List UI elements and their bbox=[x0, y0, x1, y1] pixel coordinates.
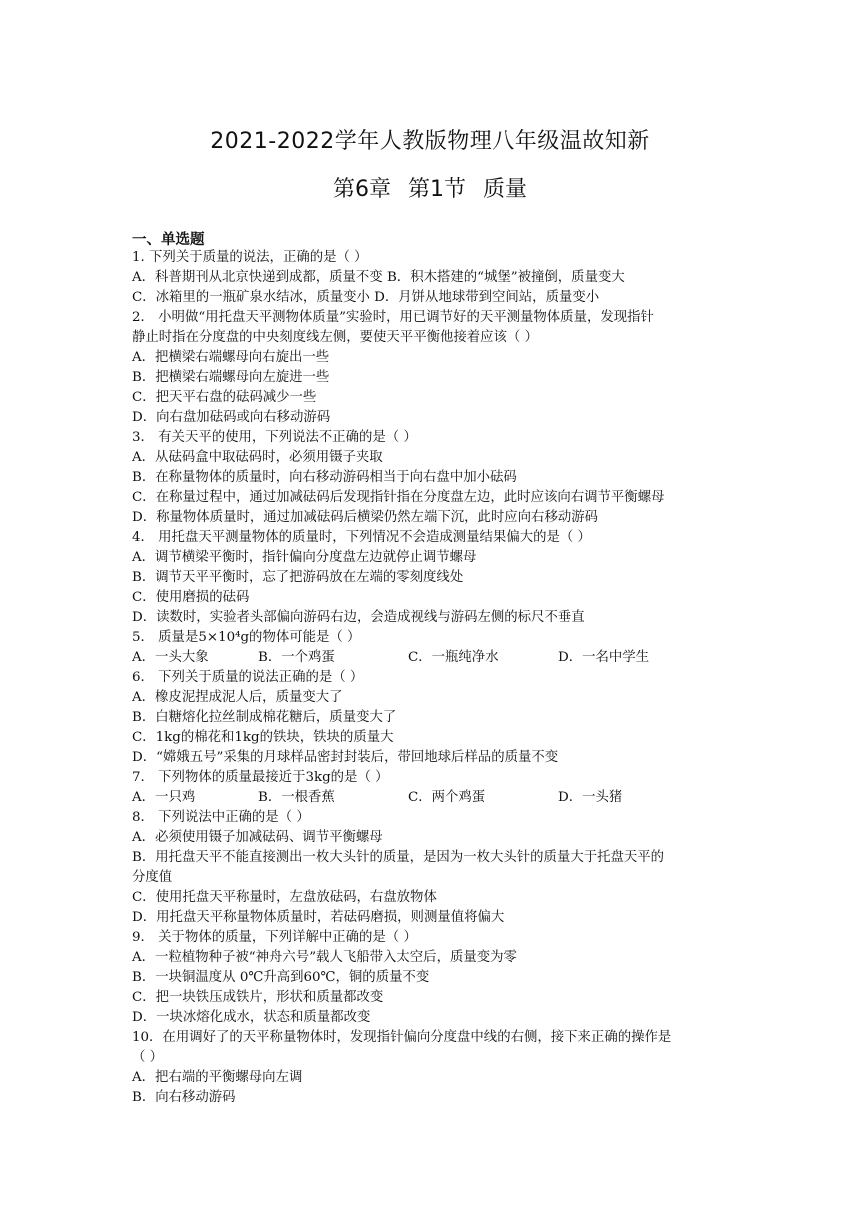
question-7: 7． 下列物体的质量最接近于3kg的是（ ） bbox=[132, 770, 389, 785]
question-2-option-c: C．把天平右盘的砝码减少一些 bbox=[132, 390, 317, 405]
document-title: 2021-2022学年人教版物理八年级温故知新 bbox=[210, 129, 650, 154]
question-3-option-d: D．称量物体质量时，通过加减砝码后横梁仍然左端下沉，此时应向右移动游码 bbox=[132, 510, 599, 525]
question-3-option-b: B．在称量物体的质量时，向右移动游码相当于向右盘中加小砝码 bbox=[132, 470, 517, 485]
question-6-option-c: C．1kg的棉花和1kg的铁块，铁块的质量大 bbox=[132, 730, 394, 745]
question-2: 2． 小明做“用托盘天平测物体质量”实验时，用已调节好的天平测量物体质量，发现指针 bbox=[132, 310, 654, 325]
question-6-option-b: B．白糖熔化拉丝制成棉花糖后，质量变大了 bbox=[132, 710, 397, 725]
question-6-option-d: D．“嫦娥五号”采集的月球样品密封封装后，带回地球后样品的质量不变 bbox=[132, 750, 559, 765]
question-4-option-b: B．调节天平平衡时，忘了把游码放在左端的零刻度线处 bbox=[132, 570, 464, 585]
question-10-option-b: B．向右移动游码 bbox=[132, 1090, 236, 1105]
question-2-cont: 静止时指在分度盘的中央刻度线左侧，要使天平平衡他接着应该（ ） bbox=[132, 330, 538, 345]
question-8-option-b: B．用托盘天平不能直接测出一枚大头针的质量，是因为一枚大头针的质量大于托盘天平的 bbox=[132, 850, 665, 865]
question-10-cont: （ ） bbox=[132, 1050, 164, 1065]
question-9: 9． 关于物体的质量，下列详解中正确的是（ ） bbox=[132, 930, 417, 945]
question-8-option-b-cont: 分度值 bbox=[132, 870, 173, 885]
option-b: B．一个鸡蛋 bbox=[258, 650, 335, 665]
question-3: 3． 有关天平的使用，下列说法不正确的是（ ） bbox=[132, 430, 417, 445]
section-heading: 一、单选题 bbox=[132, 232, 205, 248]
question-2-option-b: B．把横梁右端螺母向左旋进一些 bbox=[132, 370, 330, 385]
question-7-options bbox=[132, 788, 622, 808]
question-2-option-a: A．把横梁右端螺母向右旋出一些 bbox=[132, 350, 330, 365]
question-10-option-a: A．把右端的平衡螺母向左调 bbox=[132, 1070, 303, 1085]
question-10: 10．在用调好了的天平称量物体时，发现指针偏向分度盘中线的右侧，接下来正确的操作是 bbox=[132, 1030, 672, 1045]
question-4: 4． 用托盘天平测量物体的质量时，下列情况不会造成测量结果偏大的是（ ） bbox=[132, 530, 591, 545]
question-9-option-d: D．一块冰熔化成水，状态和质量都改变 bbox=[132, 1010, 371, 1025]
chapter-subtitle: 第6章 第1节 质量 bbox=[333, 177, 527, 202]
question-6-option-a: A．橡皮泥捏成泥人后，质量变大了 bbox=[132, 690, 343, 705]
question-8-option-a: A．必须使用镊子加减砝码、调节平衡螺母 bbox=[132, 830, 383, 845]
option-d: D．一名中学生 bbox=[558, 650, 650, 665]
question-2-option-d: D．向右盘加砝码或向右移动游码 bbox=[132, 410, 331, 425]
question-6: 6． 下列关于质量的说法正确的是（ ） bbox=[132, 670, 364, 685]
question-3-option-c: C．在称量过程中，通过加减砝码后发现指针指在分度盘左边，此时应该向右调节平衡螺母 bbox=[132, 490, 665, 505]
question-5: 5． 质量是5×10⁴g的物体可能是（ ） bbox=[132, 630, 361, 645]
question-4-option-a: A．调节横梁平衡时，指针偏向分度盘左边就停止调节螺母 bbox=[132, 550, 477, 565]
question-1: 1. 下列关于质量的说法，正确的是（ ） bbox=[132, 250, 368, 265]
question-4-option-c: C．使用磨损的砝码 bbox=[132, 590, 250, 605]
question-9-option-c: C．把一块铁压成铁片，形状和质量都改变 bbox=[132, 990, 384, 1005]
option-c: C．一瓶纯净水 bbox=[408, 650, 499, 665]
question-9-option-b: B．一块铜温度从 0℃升高到60℃，铜的质量不变 bbox=[132, 970, 430, 985]
question-1-options-ab: A．科普期刊从北京快递到成都，质量不变 B．积木搭建的“城堡”被撞倒，质量变大 bbox=[132, 270, 625, 285]
question-9-option-a: A．一粒植物种子被“神舟六号”载人飞船带入太空后，质量变为零 bbox=[132, 950, 517, 965]
question-5-options bbox=[132, 648, 649, 668]
question-3-option-a: A．从砝码盒中取砝码时，必须用镊子夹取 bbox=[132, 450, 383, 465]
option-b: B．一根香蕉 bbox=[258, 790, 335, 805]
question-8: 8． 下列说法中正确的是（ ） bbox=[132, 810, 310, 825]
question-8-option-c: C．使用托盘天平称量时，左盘放砝码，右盘放物体 bbox=[132, 890, 437, 905]
option-a: A．一头大象 bbox=[132, 650, 209, 665]
option-d: D．一头猪 bbox=[558, 790, 623, 805]
question-4-option-d: D．读数时，实验者头部偏向游码右边，会造成视线与游码左侧的标尺不垂直 bbox=[132, 610, 585, 625]
question-1-options-cd: C．冰箱里的一瓶矿泉水结冰，质量变小 D．月饼从地球带到空间站，质量变小 bbox=[132, 290, 600, 305]
option-c: C．两个鸡蛋 bbox=[408, 790, 486, 805]
question-8-option-d: D．用托盘天平称量物体质量时，若砝码磨损，则测量值将偏大 bbox=[132, 910, 505, 925]
option-a: A．一只鸡 bbox=[132, 790, 196, 805]
